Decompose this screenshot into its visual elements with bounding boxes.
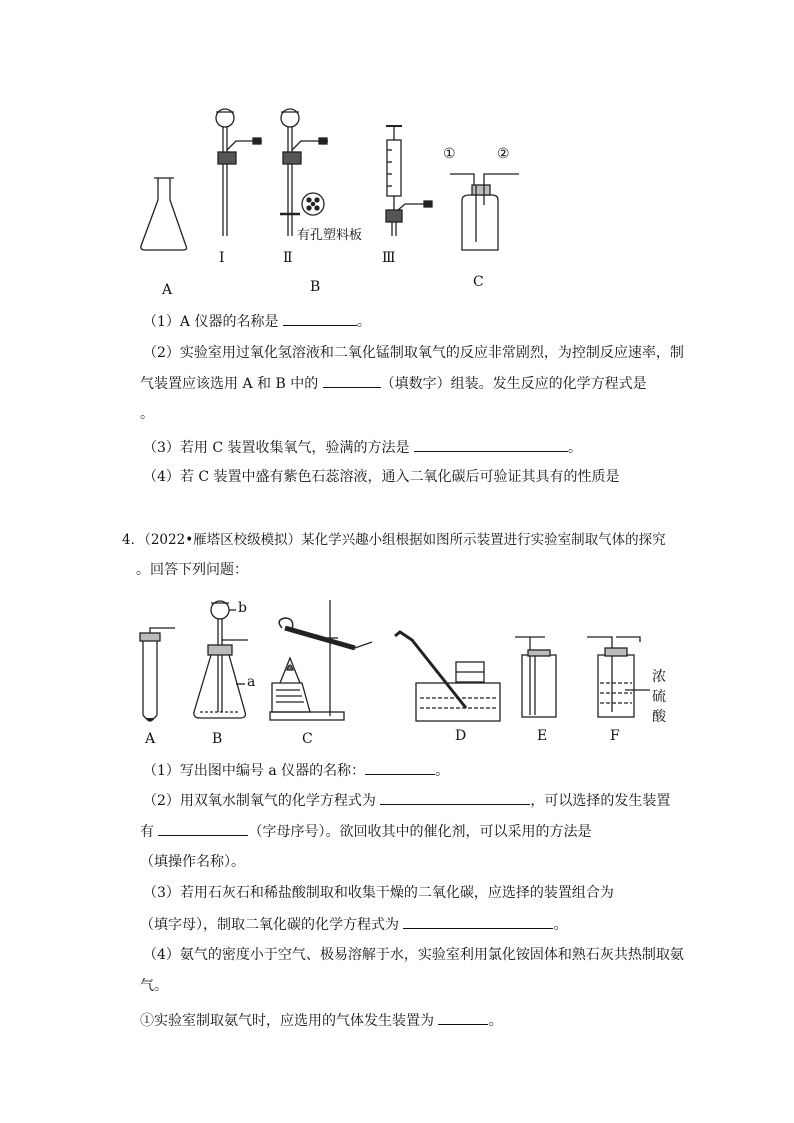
q3-part-4: （4）若 C 装置中盛有紫色石蕊溶液，通入二氧化碳后可验证其具有的性质是	[143, 469, 620, 485]
fig2-label-b: B	[212, 731, 223, 747]
funnel-i	[216, 109, 262, 236]
fig2-acid-3: 酸	[652, 709, 666, 725]
fig2-label-a: A	[145, 731, 156, 747]
blank[interactable]	[403, 914, 553, 929]
blank[interactable]	[323, 373, 381, 388]
heating-apparatus-c	[270, 600, 372, 720]
figure-2-apparatus	[0, 590, 794, 750]
q3-part-3: （3）若用 C 装置收集氧气，验满的方法是 。	[143, 437, 582, 458]
q4-part-2a: （2）用双氧水制氧气的化学方程式为 ，可以选择的发生装置	[143, 790, 670, 811]
fig2-label-funnel-b: b	[238, 600, 247, 616]
flask-b	[194, 601, 248, 718]
q3-part-2a: （2）实验室用过氧化氢溶液和二氧化锰制取氧气的反应非常剧烈，为控制反应速率，制	[143, 345, 684, 361]
fig2-acid-1: 浓	[652, 669, 666, 685]
funnel-ii	[280, 109, 328, 236]
q4-part-3a: （3）若用石灰石和稀盐酸制取和收集干燥的二氧化碳，应选择的装置组合为	[143, 885, 614, 901]
gas-bottle-e	[515, 637, 556, 717]
blank[interactable]	[283, 311, 357, 326]
label-i: Ⅰ	[219, 250, 225, 266]
q4-part-3b: （填字母），制取二氧化碳的化学方程式为 。	[140, 914, 567, 935]
test-tube-a	[140, 628, 175, 721]
drying-bottle-f	[587, 637, 650, 717]
figure-1-apparatus	[0, 0, 794, 300]
gas-bottle-c	[450, 174, 519, 250]
label-a: A	[162, 282, 173, 298]
water-trough-d	[395, 632, 500, 721]
blank[interactable]	[414, 437, 568, 452]
label-port-2: ②	[497, 146, 510, 162]
fig2-label-c: C	[302, 731, 313, 747]
q4-heading: 4．（2022•雁塔区校级模拟）某化学兴趣小组根据如图所示装置进行实验室制取气体的探究	[122, 532, 666, 548]
q3-part-2c: 。	[140, 406, 154, 422]
label-b: B	[310, 279, 321, 295]
fig2-label-d: D	[455, 728, 467, 744]
syringe-iii	[386, 126, 432, 236]
q3-part-1: （1）A 仪器的名称是 。	[143, 311, 371, 332]
conical-flask-a	[141, 178, 187, 250]
blank[interactable]	[438, 1010, 488, 1025]
q4-part-4b: 气。	[140, 978, 168, 994]
label-c: C	[473, 274, 484, 290]
q4-part-1: （1）写出图中编号 a 仪器的名称： 。	[143, 760, 449, 781]
label-iii: Ⅲ	[382, 250, 396, 266]
q4-part-5: ①实验室制取氨气时，应选用的气体发生装置为 。	[140, 1010, 502, 1031]
label-plate: 有孔塑料板	[297, 228, 363, 243]
label-port-1: ①	[443, 146, 456, 162]
q4-part-2c: （填操作名称）。	[140, 854, 245, 870]
fig2-label-flask-a: a	[247, 674, 256, 690]
blank[interactable]	[365, 760, 435, 775]
q3-part-2b: 气装置应该选用 A 和 B 中的 （填数字）组装。发生反应的化学方程式是	[140, 373, 647, 394]
blank[interactable]	[380, 790, 530, 805]
q4-heading-2: 。回答下列问题：	[136, 562, 248, 578]
label-ii: Ⅱ	[283, 250, 293, 266]
blank[interactable]	[158, 821, 248, 836]
fig2-label-e: E	[537, 728, 548, 744]
fig2-label-f: F	[610, 728, 620, 744]
fig2-acid-2: 硫	[652, 689, 666, 705]
q4-part-4a: （4）氨气的密度小于空气、极易溶解于水，实验室利用氯化铵固体和熟石灰共热制取氨	[143, 947, 684, 963]
q4-part-2b: 有 （字母序号）。欲回收其中的催化剂，可以采用的方法是	[140, 821, 591, 842]
